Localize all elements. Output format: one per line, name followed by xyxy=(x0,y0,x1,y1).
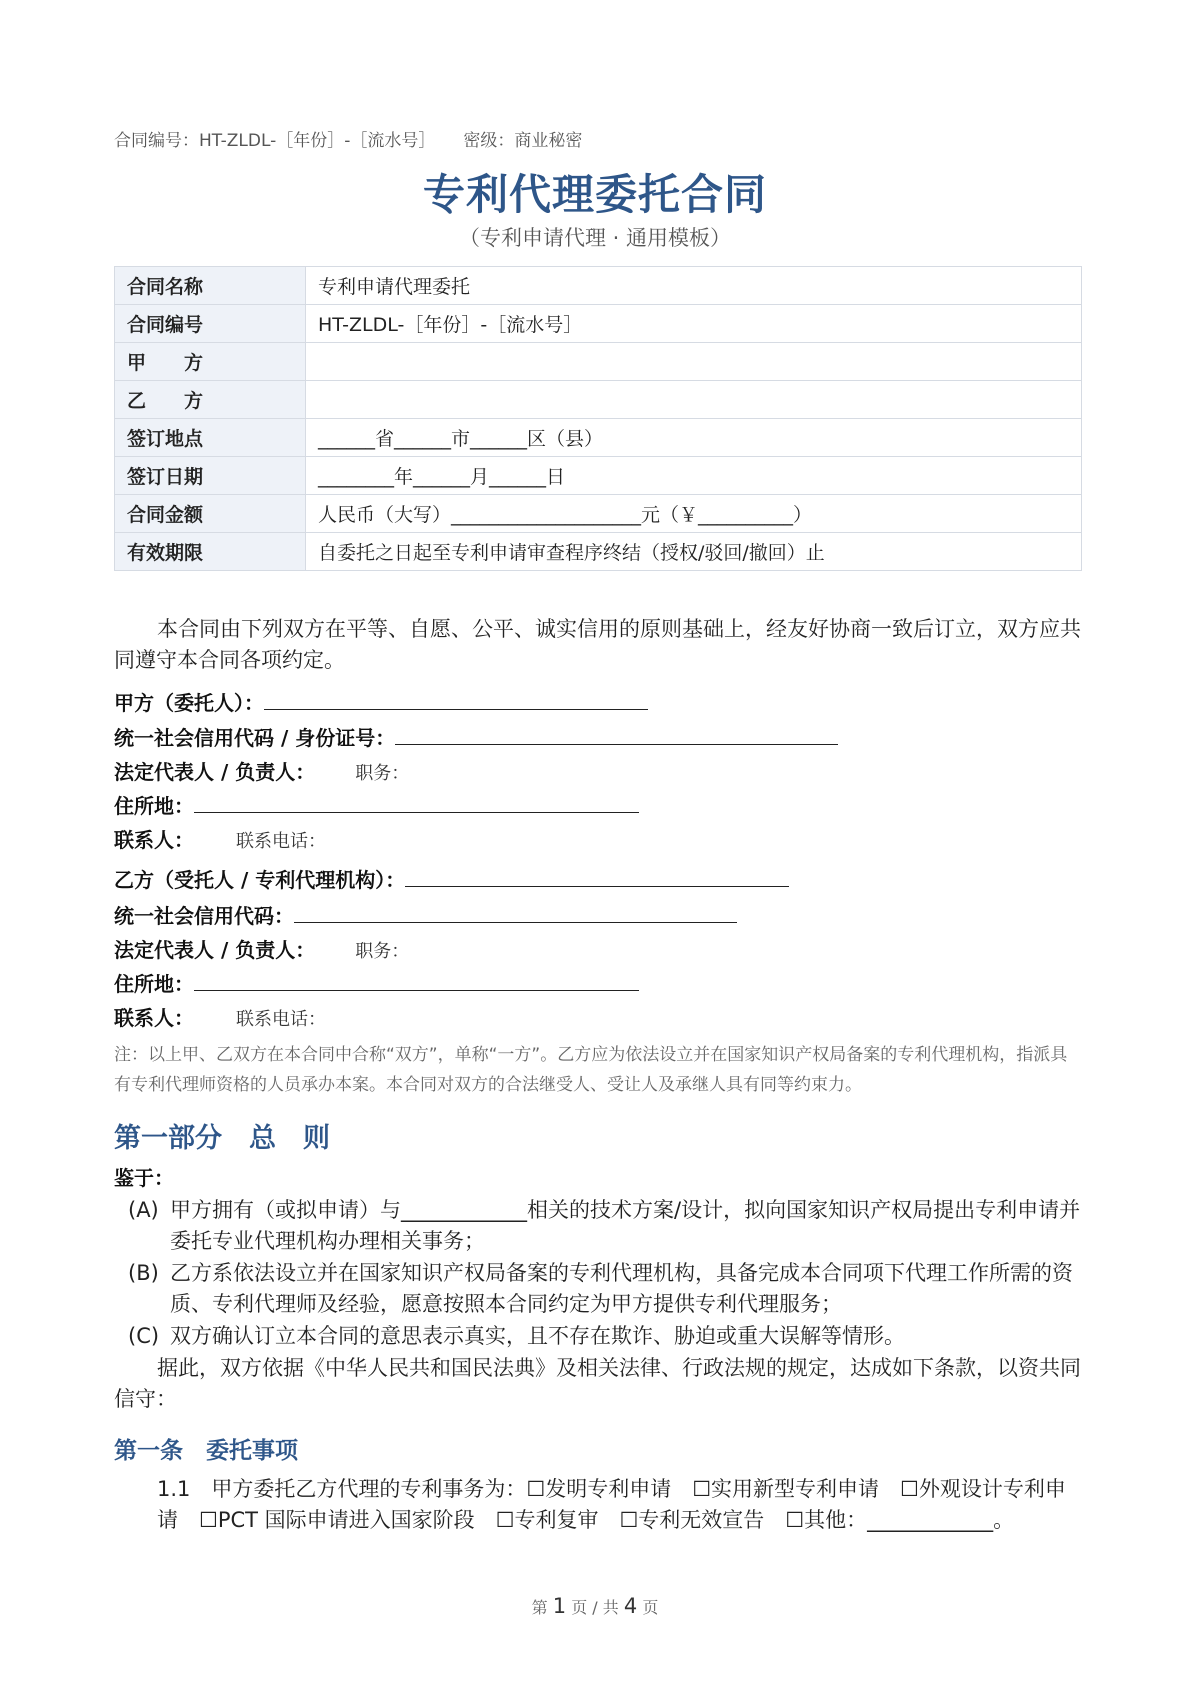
footer-middle: 页 / 共 xyxy=(571,1598,619,1617)
article1-heading: 第一条 委托事项 xyxy=(114,1438,298,1464)
part1-heading: 第一部分 总 则 xyxy=(114,1123,330,1154)
party-a-code-line xyxy=(114,722,838,751)
party-a-name-line xyxy=(114,687,648,716)
table-key: 签订日期 xyxy=(115,457,306,495)
table-row xyxy=(115,419,1082,457)
table-key: 合同编号 xyxy=(115,305,306,343)
table-row xyxy=(115,457,1082,495)
party-b-position-label: 职务： xyxy=(355,941,410,962)
party-b-name-blank xyxy=(405,864,789,887)
party-a-rep-label: 法定代表人 / 负责人： xyxy=(114,760,316,784)
party-a-code-blank xyxy=(395,722,838,745)
whereas-item-a xyxy=(128,1195,1088,1257)
table-row xyxy=(115,343,1082,381)
party-b-contact-line xyxy=(114,1002,326,1031)
document-meta xyxy=(114,126,582,151)
party-a-rep-line xyxy=(114,756,409,785)
table-row xyxy=(115,533,1082,571)
party-a-address-blank xyxy=(194,790,639,813)
party-b-code-line xyxy=(114,900,737,929)
party-a-name-label: 甲方（委托人）： xyxy=(114,691,264,715)
whereas-label: 鉴于： xyxy=(114,1166,174,1190)
table-row xyxy=(115,495,1082,533)
table-key: 甲 方 xyxy=(115,343,306,381)
party-b-name-line xyxy=(114,864,789,893)
party-b-rep-line xyxy=(114,934,409,963)
table-value: HT-ZLDL-［年份］-［流水号］ xyxy=(306,305,1082,343)
whereas-item-c xyxy=(128,1321,1088,1352)
whereas-item-text: 甲方拥有（或拟申请）与____________相关的技术方案/设计，拟向国家知识产权局提出专利申请并委托专业代理机构办理相关事务； xyxy=(170,1198,1081,1253)
party-a-name-blank xyxy=(264,687,648,710)
party-a-phone-label: 联系电话： xyxy=(236,831,326,852)
party-b-contact-label: 联系人： xyxy=(114,1006,194,1030)
intro-paragraph: 本合同由下列双方在平等、自愿、公平、诚实信用的原则基础上，经友好协商一致后订立，双方应共同遵守本合同各项约定。 xyxy=(114,617,1081,672)
contract-number-line: 合同编号：HT-ZLDL-［年份］-［流水号］ xyxy=(114,131,436,151)
whereas-item-text: 双方确认订立本合同的意思表示真实，且不存在欺诈、胁迫或重大误解等情形。 xyxy=(170,1324,905,1348)
table-key: 签订地点 xyxy=(115,419,306,457)
whereas-item-label: (B) xyxy=(128,1261,159,1285)
parties-note: 注：以上甲、乙双方在本合同中合称“双方”，单称“一方”。乙方应为依法设立并在国家知识产权局备案的专利代理机构，指派具有专利代理师资格的人员承办本案。本合同对双方的合法继受人、受让人及承继人具有同等约束力。 xyxy=(114,1045,1068,1095)
party-b-code-blank xyxy=(294,900,737,923)
document-title: 专利代理委托合同 xyxy=(422,170,767,219)
table-value: 自委托之日起至专利申请审查程序终结（授权/驳回/撤回）止 xyxy=(306,533,1082,571)
table-value: 专利申请代理委托 xyxy=(306,267,1082,305)
party-b-address-label: 住所地： xyxy=(114,972,194,996)
party-a-position-label: 职务： xyxy=(355,763,410,784)
table-row xyxy=(115,305,1082,343)
contract-info-table xyxy=(114,266,1082,571)
party-a-contact-label: 联系人： xyxy=(114,828,194,852)
party-b-code-label: 统一社会信用代码： xyxy=(114,904,294,928)
whereas-conclusion: 据此，双方依据《中华人民共和国民法典》及相关法律、行政法规的规定，达成如下条款，以资共同信守： xyxy=(114,1356,1081,1411)
table-row xyxy=(115,381,1082,419)
party-a-code-label: 统一社会信用代码 / 身份证号： xyxy=(114,726,396,750)
table-value: ______省______市______区（县） xyxy=(306,419,1082,457)
table-key: 合同金额 xyxy=(115,495,306,533)
table-key: 乙 方 xyxy=(115,381,306,419)
party-a-contact-line xyxy=(114,824,326,853)
secrecy-level: 密级：商业秘密 xyxy=(463,131,583,151)
current-page-number: 1 xyxy=(552,1594,567,1618)
total-page-number: 4 xyxy=(623,1594,638,1618)
table-key: 有效期限 xyxy=(115,533,306,571)
clause-1-1: 1.1 甲方委托乙方代理的专利事务为：☐发明专利申请 ☐实用新型专利申请 ☐外观设计专利申请 ☐PCT 国际申请进入国家阶段 ☐专利复审 ☐专利无效宣告 ☐其他：____________。 xyxy=(157,1477,1066,1532)
party-b-address-line xyxy=(114,968,639,997)
table-row xyxy=(115,267,1082,305)
document-subtitle: （专利申请代理 · 通用模板） xyxy=(458,226,732,250)
table-key: 合同名称 xyxy=(115,267,306,305)
footer-prefix: 第 xyxy=(531,1598,548,1617)
page-footer xyxy=(0,1594,1190,1618)
party-b-rep-label: 法定代表人 / 负责人： xyxy=(114,938,316,962)
whereas-item-label: (A) xyxy=(128,1198,159,1222)
whereas-item-text: 乙方系依法设立并在国家知识产权局备案的专利代理机构，具备完成本合同项下代理工作所需的资质、专利代理师及经验，愿意按照本合同约定为甲方提供专利代理服务； xyxy=(170,1261,1073,1316)
table-value xyxy=(306,381,1082,419)
whereas-item-label: (C) xyxy=(128,1324,160,1348)
party-b-address-blank xyxy=(194,968,639,991)
whereas-item-b xyxy=(128,1258,1088,1320)
table-value xyxy=(306,343,1082,381)
table-value: ________年______月______日 xyxy=(306,457,1082,495)
party-b-name-label: 乙方（受托人 / 专利代理机构）： xyxy=(114,868,406,892)
party-a-address-line xyxy=(114,790,639,819)
party-b-phone-label: 联系电话： xyxy=(236,1009,326,1030)
footer-suffix: 页 xyxy=(642,1598,659,1617)
party-a-address-label: 住所地： xyxy=(114,794,194,818)
table-value: 人民币（大写）____________________元（￥__________） xyxy=(306,495,1082,533)
